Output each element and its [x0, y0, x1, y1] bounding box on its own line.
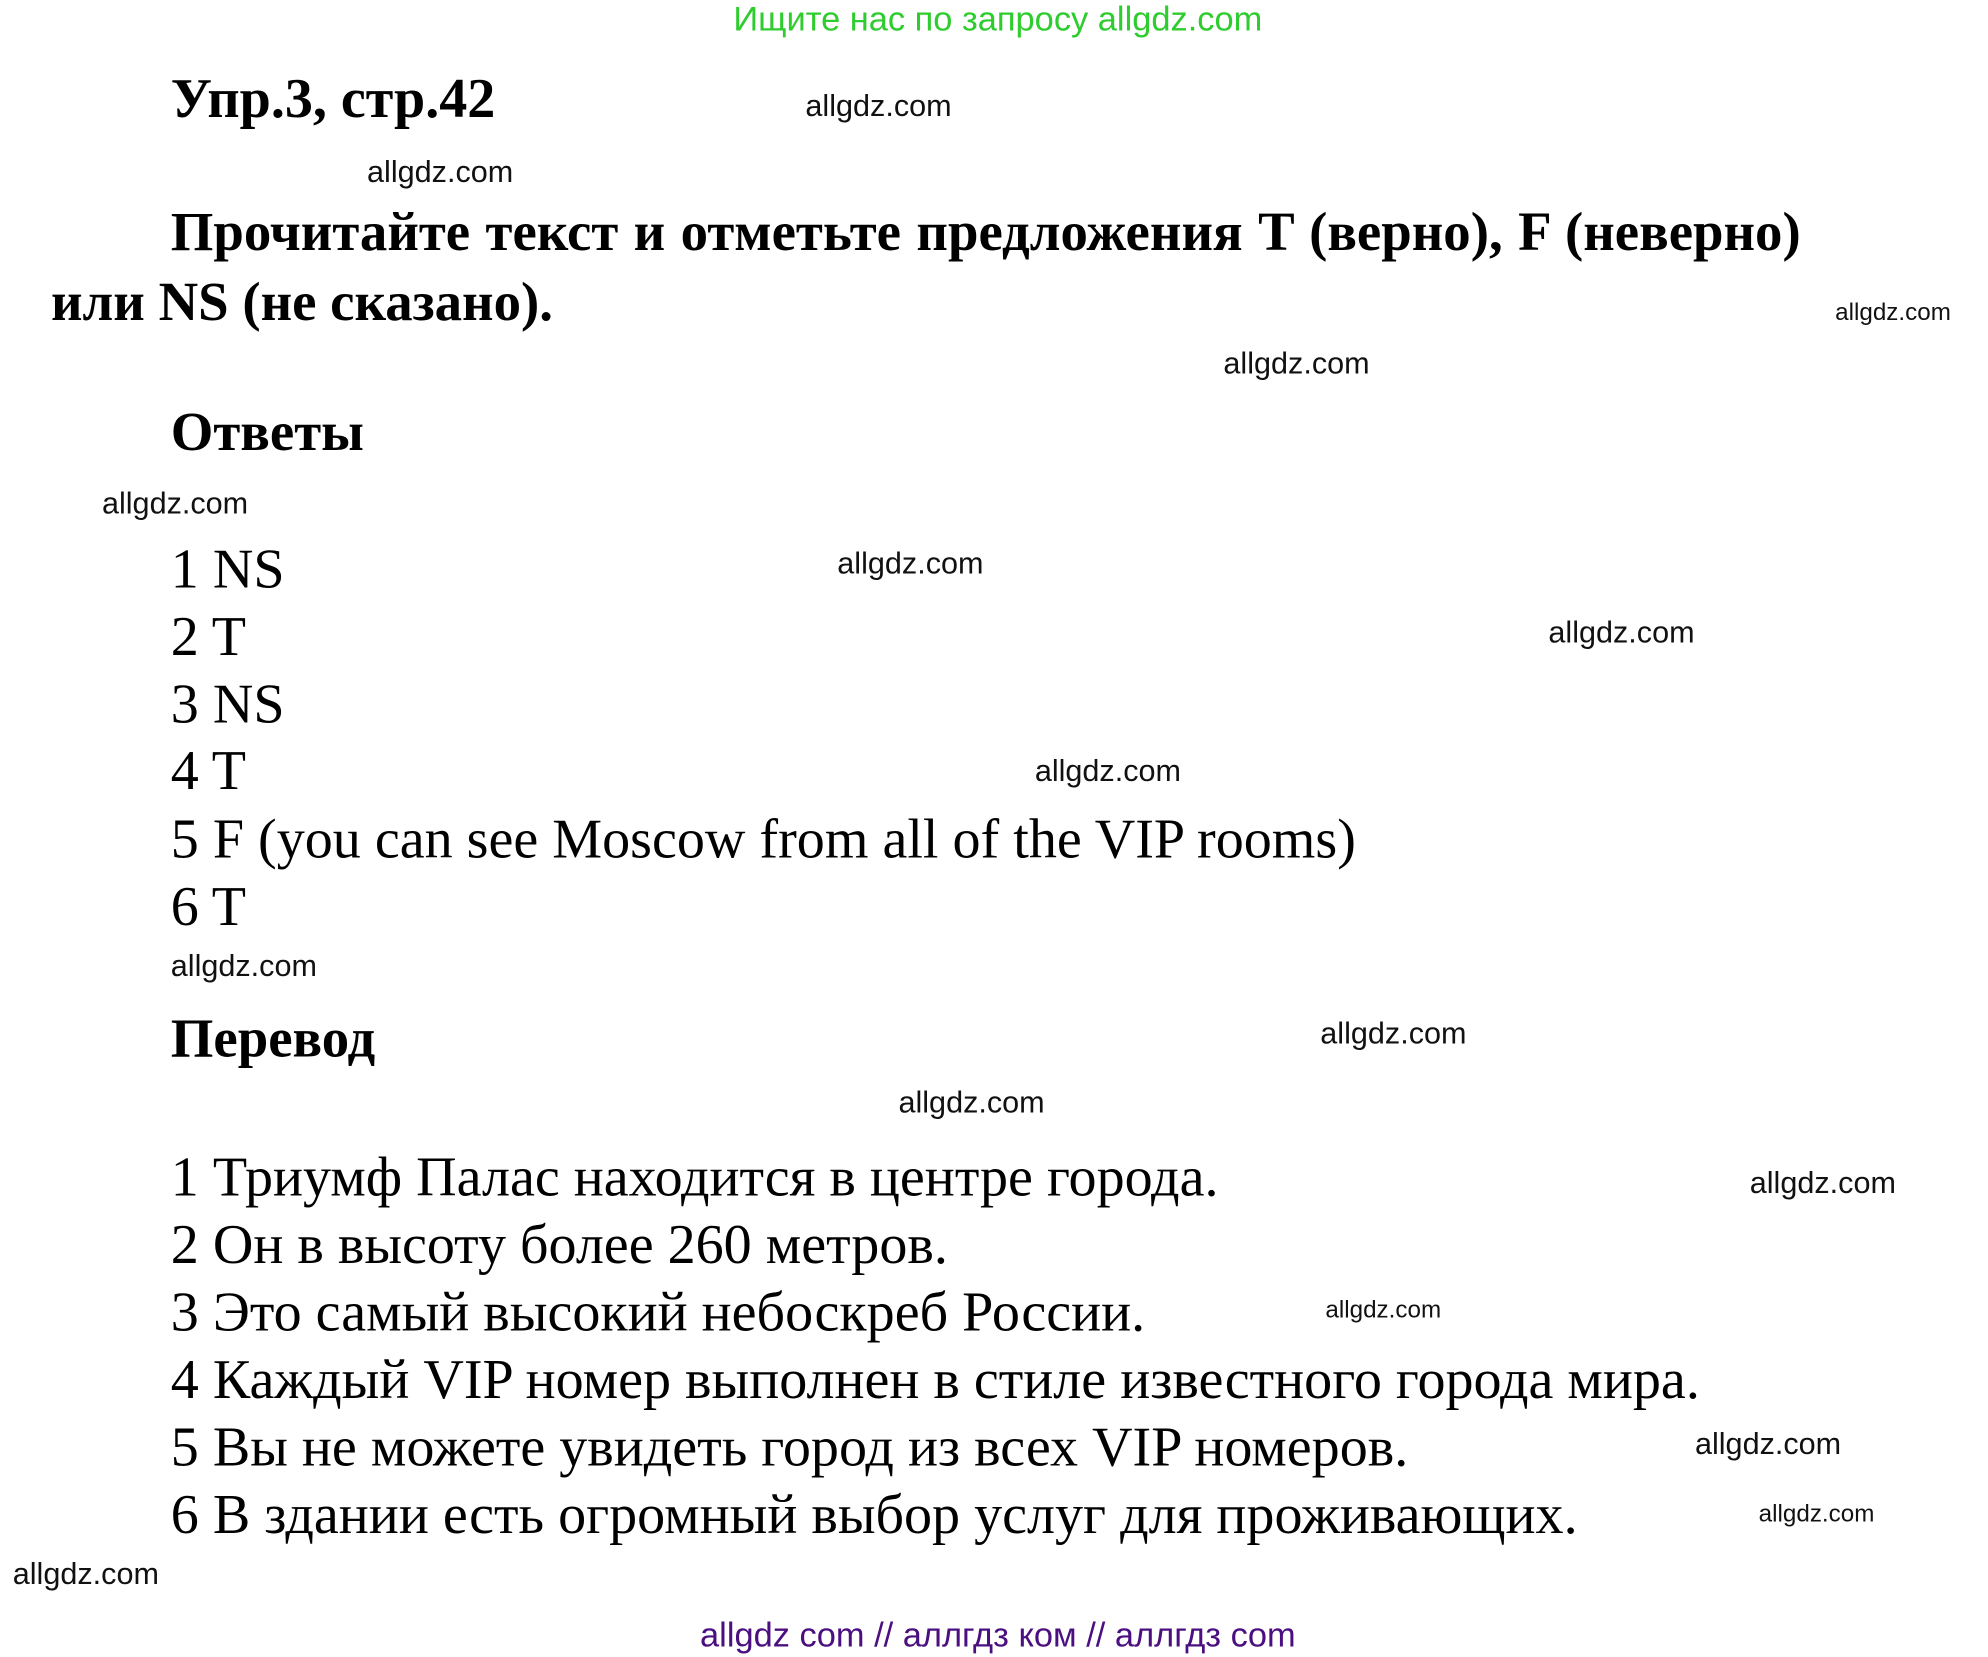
answer-item: 6 T [170, 875, 247, 938]
answer-item: 1 NS [170, 537, 285, 601]
watermark: allgdz.com [898, 1085, 1045, 1121]
task-instruction: Прочитайте текст и отметьте предложения T (верно), F (неверно) или NS (не сказано). [50, 202, 1801, 333]
page-title: Упр.3, стр.42 [170, 67, 496, 130]
answer-item: 3 NS [170, 672, 285, 736]
watermark: allgdz.com [101, 486, 249, 522]
watermark: allgdz.com [1223, 346, 1370, 382]
translation-item: 2 Он в высоту более 260 метров. [170, 1213, 948, 1276]
watermark: allgdz.com [1320, 1016, 1467, 1052]
watermark: allgdz.com [1548, 615, 1695, 650]
answer-item: 5 F (you can see Moscow from all of the VIP rooms) [170, 807, 1356, 871]
translation-item: 6 В здании есть огромный выбор услуг для проживающих. [170, 1483, 1578, 1546]
translation-item: 4 Каждый VIP номер выполнен в стиле известного города мира. [170, 1348, 1700, 1411]
watermark: allgdz.com [170, 949, 317, 984]
watermark: allgdz.com [1758, 1501, 1875, 1529]
translation-heading: Перевод [170, 1009, 376, 1070]
translation-item: 1 Триумф Палас находится в центре города. [170, 1145, 1219, 1209]
watermark: allgdz.com [837, 546, 984, 582]
watermark: allgdz.com [1835, 299, 1951, 327]
watermark: allgdz.com [805, 89, 952, 124]
answer-item: 2 T [170, 605, 247, 668]
answer-item: 4 T [170, 739, 247, 802]
watermark: allgdz.com [367, 155, 514, 190]
translation-item: 3 Это самый высокий небоскреб России. [170, 1280, 1146, 1344]
top-banner[interactable]: Ищите нас по запросу allgdz.com [733, 0, 1263, 39]
bottom-banner[interactable]: allgdz com // аллгдз ком // аллгдз com [700, 1615, 1296, 1655]
watermark: allgdz.com [1325, 1297, 1442, 1325]
watermark: allgdz.com [1694, 1427, 1842, 1462]
watermark: allgdz.com [12, 1557, 159, 1592]
answers-heading: Ответы [170, 402, 364, 463]
translation-item: 5 Вы не можете увидеть город из всех VIP номеров. [170, 1415, 1409, 1479]
watermark: allgdz.com [1034, 754, 1182, 789]
watermark: allgdz.com [1749, 1166, 1896, 1201]
